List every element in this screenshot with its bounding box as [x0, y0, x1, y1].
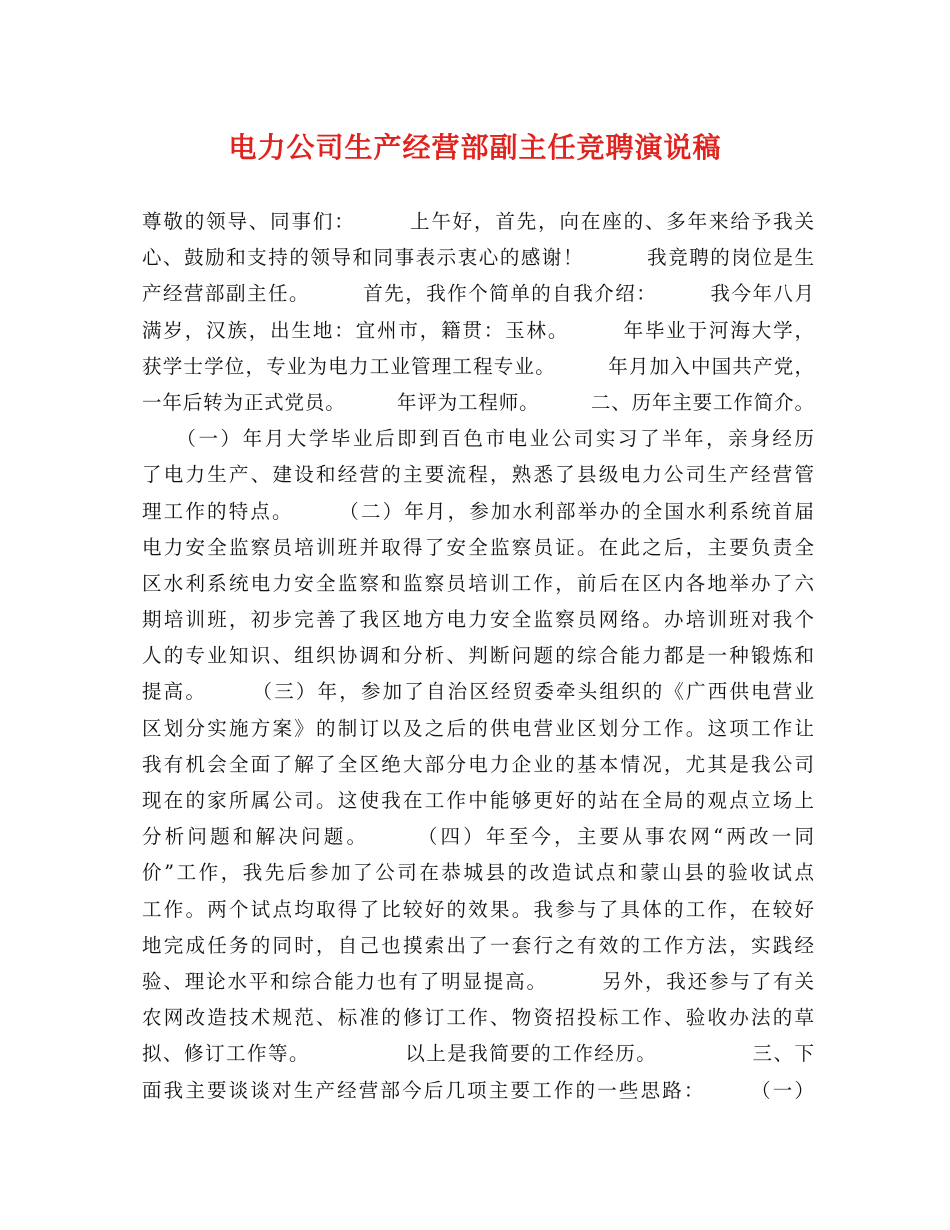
body-line: 地完成任务的同时，自己也摸索出了一套行之有效的工作方法，实践经 [142, 933, 814, 957]
body-line: 一年后转为正式党员。 年评为工程师。 二、历年主要工作简介。 [142, 390, 814, 414]
body-line: 理工作的特点。 （二）年月，参加水利部举办的全国水利系统首届 [142, 499, 814, 523]
body-line: 期培训班，初步完善了我区地方电力安全监察员网络。办培训班对我个 [142, 608, 814, 632]
body-line: （一）年月大学毕业后即到百色市电业公司实习了半年，亲身经历 [142, 427, 814, 451]
body-line: 心、鼓励和支持的领导和同事表示衷心的感谢！ 我竞聘的岗位是生 [142, 246, 814, 270]
document-body [142, 204, 814, 1109]
body-line: 获学士学位，专业为电力工业管理工程专业。 年月加入中国共产党， [142, 354, 814, 378]
body-line: 验、理论水平和综合能力也有了明显提高。 另外，我还参与了有关 [142, 969, 814, 993]
body-line: 满岁，汉族，出生地：宜州市，籍贯：玉林。 年毕业于河海大学， [142, 318, 814, 342]
body-line: 我有机会全面了解了全区绝大部分电力企业的基本情况，尤其是我公司 [142, 752, 814, 776]
body-line: 拟、修订工作等。 以上是我简要的工作经历。 三、下 [142, 1042, 814, 1066]
body-line: 提高。 （三）年，参加了自治区经贸委牵头组织的《广西供电营业 [142, 680, 814, 704]
body-line: 工作。两个试点均取得了比较好的效果。我参与了具体的工作，在较好 [142, 897, 814, 921]
body-line: 现在的家所属公司。这使我在工作中能够更好的站在全局的观点立场上 [142, 789, 814, 812]
body-line: 人的专业知识、组织协调和分析、判断问题的综合能力都是一种锻炼和 [142, 644, 814, 668]
body-line: 产经营部副主任。 首先，我作个简单的自我介绍： 我今年八月 [142, 282, 814, 306]
body-line: 电力安全监察员培训班并取得了安全监察员证。在此之后，主要负责全 [142, 535, 814, 559]
body-line: 了电力生产、建设和经营的主要流程，熟悉了县级电力公司生产经营管 [142, 463, 814, 487]
document-title: 电力公司生产经营部副主任竞聘演说稿 [228, 131, 722, 164]
body-line: 区划分实施方案》的制订以及之后的供电营业区划分工作。这项工作让 [142, 716, 814, 740]
body-line: 尊敬的领导、同事们： 上午好，首先，向在座的、多年来给予我关 [142, 210, 814, 233]
body-line: 分析问题和解决问题。 （四）年至今，主要从事农网“两改一同 [142, 825, 814, 849]
body-line: 区水利系统电力安全监察和监察员培训工作，前后在区内各地举办了六 [142, 571, 814, 595]
body-line: 农网改造技术规范、标准的修订工作、物资招投标工作、验收办法的草 [142, 1006, 814, 1030]
body-line: 价”工作，我先后参加了公司在恭城县的改造试点和蒙山县的验收试点 [142, 861, 814, 885]
body-line: 面我主要谈谈对生产经营部今后几项主要工作的一些思路： （一） [142, 1078, 814, 1102]
